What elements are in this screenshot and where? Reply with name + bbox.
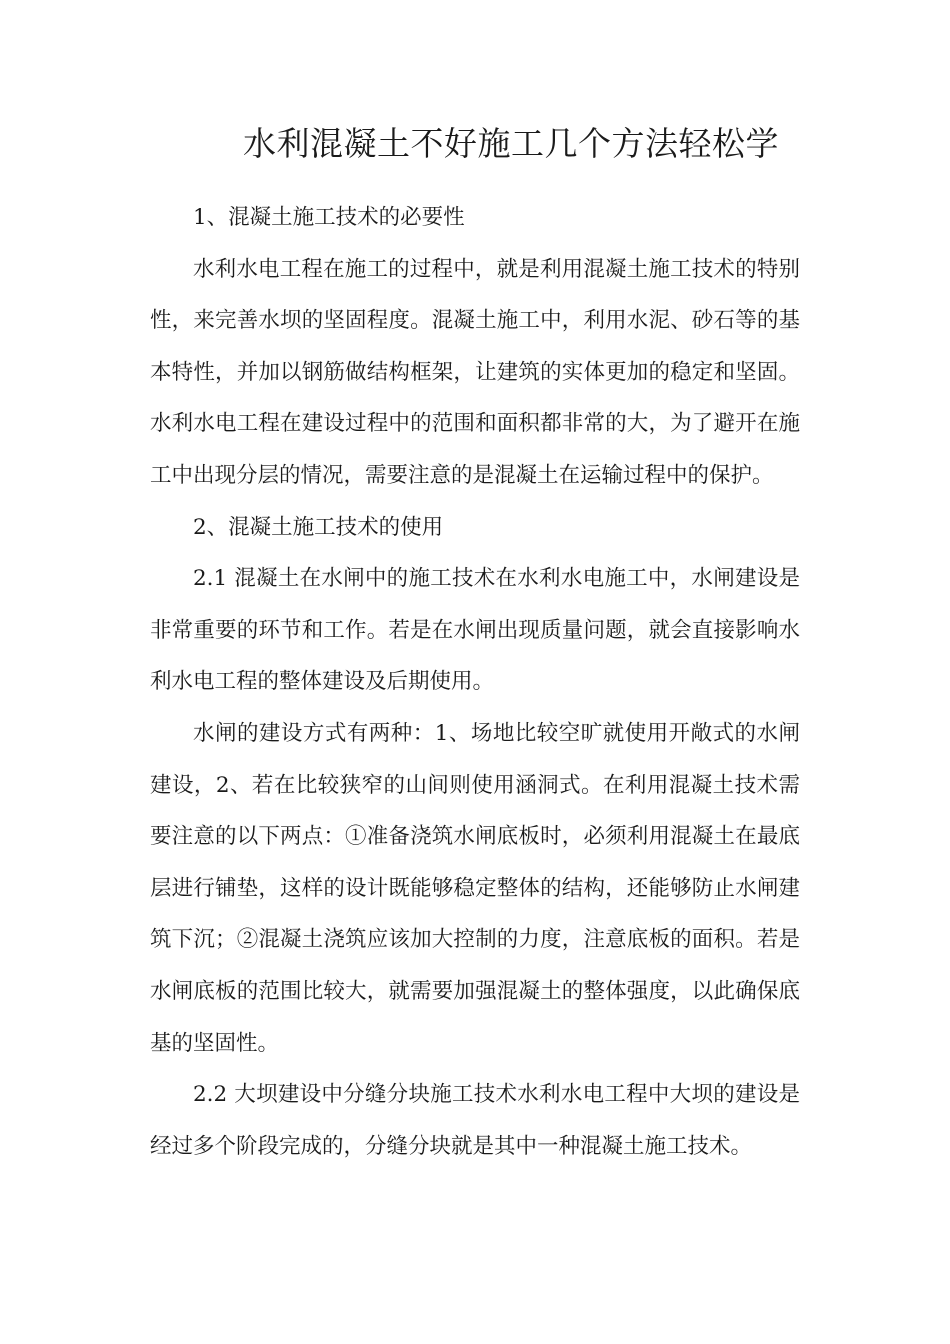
- document-body: [150, 192, 800, 1172]
- document-title: 水利混凝土不好施工几个方法轻松学: [243, 124, 779, 163]
- paragraph-necessity: 水利水电工程在施工的过程中，就是利用混凝土施工技术的特别性，来完善水坝的坚固程度。混凝土施工中，利用水泥、砂石等的基本特性，并加以钢筋做结构框架，让建筑的实体更加的稳定和坚固。水利水电工程在建设过程中的范围和面积都非常的大，为了避开在施工中出现分层的情况，需要注意的是混凝土在运输过程中的保护。: [150, 256, 800, 488]
- paragraph-sluice-methods: 水闸的建设方式有两种：1、场地比较空旷就使用开敞式的水闸建设，2、若在比较狭窄的山间则使用涵洞式。在利用混凝土技术需要注意的以下两点：①准备浇筑水闸底板时，必须利用混凝土在最底层进行铺垫，这样的设计既能够稳定整体的结构，还能够防止水闸建筑下沉；②混凝土浇筑应该加大控制的力度，注意底板的面积。若是水闸底板的范围比较大，就需要加强混凝土的整体强度，以此确保底基的坚固性。: [150, 720, 800, 1056]
- heading-necessity: 1、混凝土施工技术的必要性: [193, 205, 465, 230]
- paragraph-sluice: 2.1 混凝土在水闸中的施工技术在水利水电施工中，水闸建设是非常重要的环节和工作。若是在水闸出现质量问题，就会直接影响水利水电工程的整体建设及后期使用。: [150, 566, 800, 695]
- paragraph-dam: 2.2 大坝建设中分缝分块施工技术水利水电工程中大坝的建设是经过多个阶段完成的，分缝分块就是其中一种混凝土施工技术。: [150, 1082, 800, 1159]
- heading-usage: 2、混凝土施工技术的使用: [193, 514, 444, 540]
